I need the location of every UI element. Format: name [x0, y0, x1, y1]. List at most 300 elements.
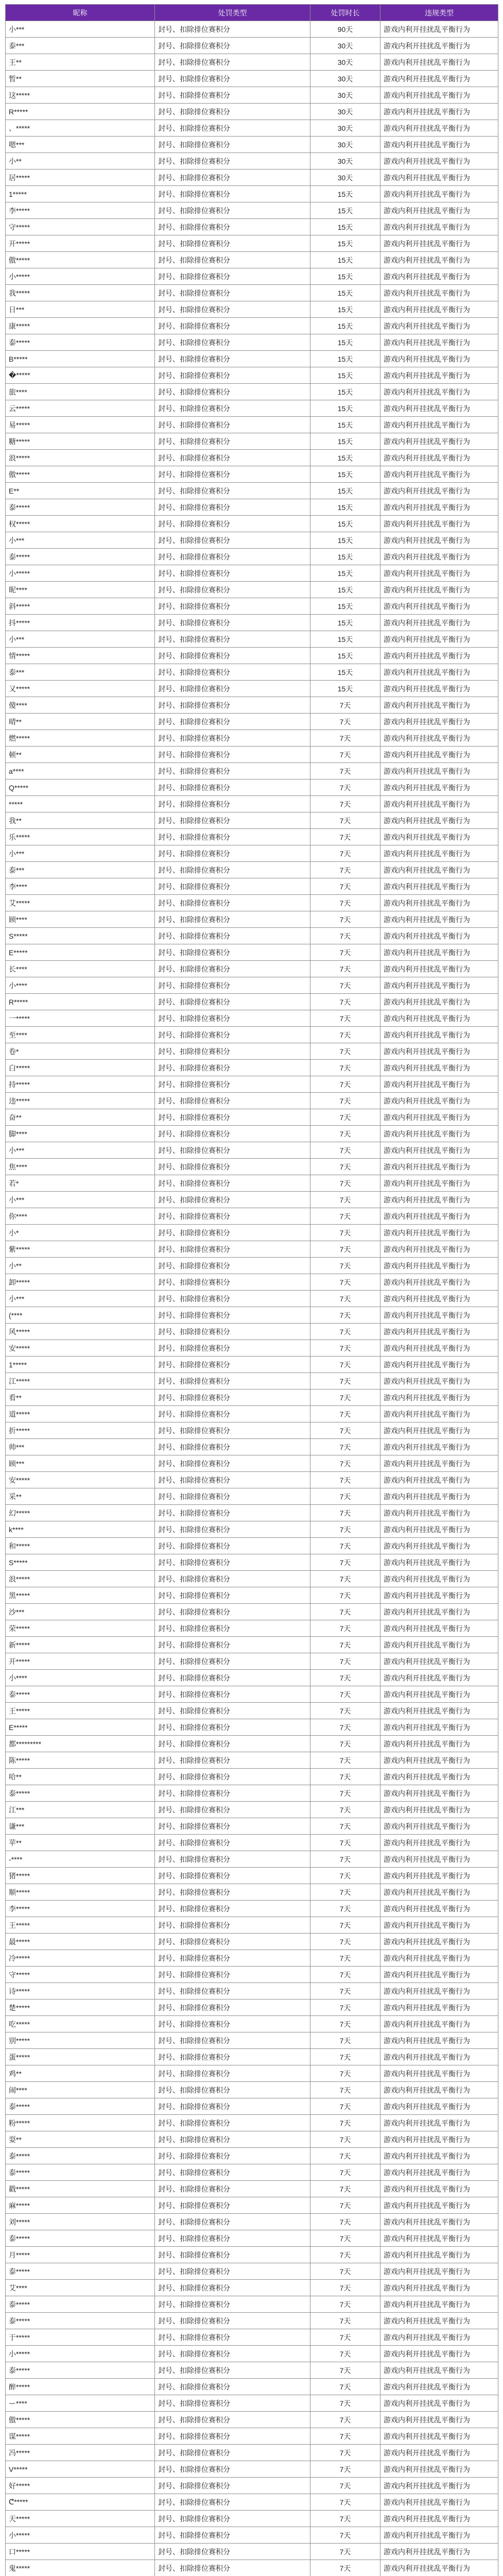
table-row [6, 714, 498, 730]
table-row [6, 1274, 498, 1291]
cell-nickname: 这***** [6, 87, 155, 104]
cell-nickname: 傲***** [6, 466, 155, 483]
cell-penalty-duration: 15天 [310, 384, 380, 400]
cell-penalty-duration: 15天 [310, 615, 380, 631]
cell-violation-type: 游戏内利开挂扰乱平衡行为 [380, 417, 498, 433]
table-row [6, 433, 498, 450]
cell-penalty-duration: 7天 [310, 1999, 380, 2016]
cell-violation-type: 游戏内利开挂扰乱平衡行为 [380, 2065, 498, 2082]
table-row [6, 812, 498, 829]
cell-nickname: 猪***** [6, 1868, 155, 1884]
cell-nickname: 小**** [6, 977, 155, 994]
table-row [6, 1884, 498, 1901]
table-row [6, 1406, 498, 1422]
cell-nickname: 小*** [6, 21, 155, 38]
cell-penalty-type: 封号、扣除排位赛积分 [155, 2032, 310, 2049]
cell-nickname: 风***** [6, 1324, 155, 1340]
cell-violation-type: 游戏内利开挂扰乱平衡行为 [380, 532, 498, 549]
cell-violation-type: 游戏内利开挂扰乱平衡行为 [380, 2115, 498, 2131]
cell-violation-type: 游戏内利开挂扰乱平衡行为 [380, 2148, 498, 2164]
cell-penalty-duration: 7天 [310, 1868, 380, 1884]
cell-penalty-type: 封号、扣除排位赛积分 [155, 1917, 310, 1934]
cell-nickname: 戳***** [6, 2181, 155, 2197]
cell-penalty-duration: 7天 [310, 1884, 380, 1901]
cell-penalty-type: 封号、扣除排位赛积分 [155, 2164, 310, 2181]
table-row [6, 1010, 498, 1027]
cell-penalty-duration: 7天 [310, 812, 380, 829]
cell-violation-type: 游戏内利开挂扰乱平衡行为 [380, 1274, 498, 1291]
cell-penalty-type: 封号、扣除排位赛积分 [155, 977, 310, 994]
cell-violation-type: 游戏内利开挂扰乱平衡行为 [380, 1901, 498, 1917]
cell-nickname: 泰***** [6, 2263, 155, 2280]
cell-penalty-type: 封号、扣除排位赛积分 [155, 1703, 310, 1719]
table-row [6, 895, 498, 911]
cell-nickname: 抖***** [6, 615, 155, 631]
cell-penalty-duration: 7天 [310, 697, 380, 714]
table-row [6, 202, 498, 219]
cell-penalty-type: 封号、扣除排位赛积分 [155, 2395, 310, 2412]
cell-penalty-type: 封号、扣除排位赛积分 [155, 1538, 310, 1554]
cell-penalty-type: 封号、扣除排位赛积分 [155, 2527, 310, 2544]
cell-penalty-type: 封号、扣除排位赛积分 [155, 2098, 310, 2115]
cell-penalty-type: 封号、扣除排位赛积分 [155, 1999, 310, 2016]
cell-nickname: 帅*** [6, 1439, 155, 1455]
cell-nickname: 李***** [6, 202, 155, 219]
cell-penalty-type: 封号、扣除排位赛积分 [155, 862, 310, 878]
cell-penalty-type: 封号、扣除排位赛积分 [155, 301, 310, 318]
cell-penalty-duration: 7天 [310, 1538, 380, 1554]
table-row [6, 2263, 498, 2280]
cell-nickname: 开***** [6, 235, 155, 252]
cell-penalty-type: 封号、扣除排位赛积分 [155, 1587, 310, 1604]
cell-penalty-type: 封号、扣除排位赛积分 [155, 1835, 310, 1851]
cell-violation-type: 游戏内利开挂扰乱平衡行为 [380, 318, 498, 334]
cell-penalty-type: 封号、扣除排位赛积分 [155, 895, 310, 911]
cell-penalty-duration: 7天 [310, 961, 380, 977]
table-row [6, 1901, 498, 1917]
cell-penalty-type: 封号、扣除排位赛积分 [155, 1406, 310, 1422]
table-header [6, 5, 498, 21]
cell-violation-type: 游戏内利开挂扰乱平衡行为 [380, 1093, 498, 1109]
cell-penalty-type: 封号、扣除排位赛积分 [155, 2115, 310, 2131]
cell-penalty-duration: 7天 [310, 1324, 380, 1340]
cell-penalty-type: 封号、扣除排位赛积分 [155, 170, 310, 186]
cell-penalty-type: 封号、扣除排位赛积分 [155, 2296, 310, 2313]
cell-nickname: -**** [6, 1851, 155, 1868]
table-row [6, 1422, 498, 1439]
cell-penalty-duration: 7天 [310, 2494, 380, 2511]
cell-penalty-duration: 15天 [310, 268, 380, 285]
cell-violation-type: 游戏内利开挂扰乱平衡行为 [380, 796, 498, 812]
cell-penalty-duration: 7天 [310, 2214, 380, 2230]
cell-penalty-type: 封号、扣除排位赛积分 [155, 318, 310, 334]
table-row [6, 104, 498, 120]
cell-penalty-type: 封号、扣除排位赛积分 [155, 186, 310, 202]
cell-penalty-type: 封号、扣除排位赛积分 [155, 1670, 310, 1686]
table-row [6, 1818, 498, 1835]
cell-violation-type: 游戏内利开挂扰乱平衡行为 [380, 137, 498, 153]
cell-violation-type: 游戏内利开挂扰乱平衡行为 [380, 730, 498, 747]
cell-penalty-duration: 7天 [310, 1901, 380, 1917]
cell-penalty-type: 封号、扣除排位赛积分 [155, 1983, 310, 1999]
table-row [6, 1587, 498, 1604]
cell-nickname: Q***** [6, 779, 155, 796]
cell-penalty-duration: 7天 [310, 1142, 380, 1159]
cell-violation-type: 游戏内利开挂扰乱平衡行为 [380, 2428, 498, 2445]
cell-penalty-type: 封号、扣除排位赛积分 [155, 1719, 310, 1736]
cell-penalty-type: 封号、扣除排位赛积分 [155, 2346, 310, 2362]
table-row [6, 1241, 498, 1258]
table-row [6, 1291, 498, 1307]
cell-penalty-type: 封号、扣除排位赛积分 [155, 1901, 310, 1917]
cell-violation-type: 游戏内利开挂扰乱平衡行为 [380, 1736, 498, 1752]
cell-penalty-type: 封号、扣除排位赛积分 [155, 1422, 310, 1439]
cell-penalty-duration: 7天 [310, 1604, 380, 1620]
cell-penalty-type: 封号、扣除排位赛积分 [155, 483, 310, 499]
cell-penalty-duration: 15天 [310, 367, 380, 384]
cell-nickname: �***** [6, 367, 155, 384]
table-row [6, 1835, 498, 1851]
cell-penalty-type: 封号、扣除排位赛积分 [155, 1488, 310, 1505]
cell-violation-type: 游戏内利开挂扰乱平衡行为 [380, 1389, 498, 1406]
cell-violation-type: 游戏内利开挂扰乱平衡行为 [380, 285, 498, 301]
cell-penalty-duration: 7天 [310, 1670, 380, 1686]
cell-violation-type: 游戏内利开挂扰乱平衡行为 [380, 961, 498, 977]
cell-violation-type: 游戏内利开挂扰乱平衡行为 [380, 170, 498, 186]
cell-penalty-duration: 15天 [310, 285, 380, 301]
cell-penalty-duration: 7天 [310, 2115, 380, 2131]
cell-violation-type: 游戏内利开挂扰乱平衡行为 [380, 977, 498, 994]
table-row [6, 2362, 498, 2379]
cell-penalty-duration: 7天 [310, 1934, 380, 1950]
table-row [6, 38, 498, 54]
cell-penalty-type: 封号、扣除排位赛积分 [155, 1934, 310, 1950]
cell-penalty-duration: 15天 [310, 516, 380, 532]
cell-penalty-type: 封号、扣除排位赛积分 [155, 1686, 310, 1703]
cell-nickname: 泰***** [6, 1686, 155, 1703]
table-row [6, 384, 498, 400]
table-row [6, 598, 498, 615]
cell-penalty-type: 封号、扣除排位赛积分 [155, 845, 310, 862]
table-row [6, 549, 498, 565]
cell-nickname: k**** [6, 1521, 155, 1538]
cell-violation-type: 游戏内利开挂扰乱平衡行为 [380, 71, 498, 87]
table-row [6, 367, 498, 384]
cell-nickname: 荣***** [6, 1620, 155, 1637]
cell-penalty-type: 封号、扣除排位赛积分 [155, 1554, 310, 1571]
cell-nickname: 违***** [6, 1093, 155, 1109]
cell-penalty-duration: 7天 [310, 2296, 380, 2313]
table-row [6, 54, 498, 71]
cell-violation-type: 游戏内利开挂扰乱平衡行为 [380, 2181, 498, 2197]
cell-penalty-duration: 15天 [310, 417, 380, 433]
cell-violation-type: 游戏内利开挂扰乱平衡行为 [380, 268, 498, 285]
cell-violation-type: 游戏内利开挂扰乱平衡行为 [380, 2230, 498, 2247]
cell-penalty-duration: 7天 [310, 1620, 380, 1637]
cell-nickname: 小*** [6, 631, 155, 648]
cell-violation-type: 游戏内利开挂扰乱平衡行为 [380, 1076, 498, 1093]
cell-penalty-duration: 7天 [310, 1126, 380, 1142]
cell-penalty-duration: 7天 [310, 2560, 380, 2576]
cell-penalty-duration: 7天 [310, 1455, 380, 1472]
table-row [6, 2379, 498, 2395]
cell-penalty-type: 封号、扣除排位赛积分 [155, 1604, 310, 1620]
table-row [6, 2544, 498, 2560]
cell-penalty-duration: 7天 [310, 1076, 380, 1093]
cell-penalty-type: 封号、扣除排位赛积分 [155, 730, 310, 747]
cell-penalty-duration: 7天 [310, 1258, 380, 1274]
cell-nickname: 江***** [6, 1373, 155, 1389]
cell-violation-type: 游戏内利开挂扰乱平衡行为 [380, 1175, 498, 1192]
cell-nickname: 泰***** [6, 549, 155, 565]
table-row [6, 994, 498, 1010]
table-row [6, 1538, 498, 1554]
cell-nickname: R***** [6, 104, 155, 120]
cell-nickname: 谦*** [6, 1818, 155, 1835]
cell-violation-type: 游戏内利开挂扰乱平衡行为 [380, 1324, 498, 1340]
cell-penalty-type: 封号、扣除排位赛积分 [155, 878, 310, 895]
table-row [6, 1439, 498, 1455]
cell-penalty-duration: 7天 [310, 796, 380, 812]
cell-penalty-type: 封号、扣除排位赛积分 [155, 532, 310, 549]
cell-violation-type: 游戏内利开挂扰乱平衡行为 [380, 384, 498, 400]
cell-nickname: 泰***** [6, 2164, 155, 2181]
cell-violation-type: 游戏内利开挂扰乱平衡行为 [380, 2032, 498, 2049]
cell-penalty-type: 封号、扣除排位赛积分 [155, 153, 310, 170]
cell-nickname: 最***** [6, 1934, 155, 1950]
cell-penalty-type: 封号、扣除排位赛积分 [155, 235, 310, 252]
cell-violation-type: 游戏内利开挂扰乱平衡行为 [380, 1439, 498, 1455]
table-row [6, 1917, 498, 1934]
cell-violation-type: 游戏内利开挂扰乱平衡行为 [380, 1027, 498, 1043]
cell-penalty-duration: 15天 [310, 499, 380, 516]
cell-penalty-duration: 7天 [310, 1060, 380, 1076]
cell-nickname: 小***** [6, 2346, 155, 2362]
table-row [6, 977, 498, 994]
cell-nickname: 奋** [6, 1109, 155, 1126]
cell-nickname: 我** [6, 812, 155, 829]
cell-violation-type: 游戏内利开挂扰乱平衡行为 [380, 1505, 498, 1521]
cell-nickname: 白***** [6, 1060, 155, 1076]
cell-nickname: 楚***** [6, 1999, 155, 2016]
cell-violation-type: 游戏内利开挂扰乱平衡行为 [380, 944, 498, 961]
cell-nickname: 醉***** [6, 2379, 155, 2395]
cell-penalty-duration: 7天 [310, 730, 380, 747]
cell-nickname: 口***** [6, 2544, 155, 2560]
cell-penalty-type: 封号、扣除排位赛积分 [155, 1455, 310, 1472]
cell-nickname: 若* [6, 1175, 155, 1192]
cell-nickname: 长**** [6, 961, 155, 977]
cell-penalty-type: 封号、扣除排位赛积分 [155, 565, 310, 582]
cell-nickname: 晴** [6, 714, 155, 730]
cell-penalty-duration: 7天 [310, 1406, 380, 1422]
cell-violation-type: 游戏内利开挂扰乱平衡行为 [380, 1291, 498, 1307]
cell-penalty-type: 封号、扣除排位赛积分 [155, 466, 310, 483]
cell-nickname: 泰***** [6, 2362, 155, 2379]
cell-violation-type: 游戏内利开挂扰乱平衡行为 [380, 1043, 498, 1060]
cell-violation-type: 游戏内利开挂扰乱平衡行为 [380, 54, 498, 71]
cell-violation-type: 游戏内利开挂扰乱平衡行为 [380, 1554, 498, 1571]
cell-nickname: 陈***** [6, 1752, 155, 1769]
cell-penalty-type: 封号、扣除排位赛积分 [155, 2280, 310, 2296]
cell-penalty-duration: 15天 [310, 483, 380, 499]
cell-violation-type: 游戏内利开挂扰乱平衡行为 [380, 301, 498, 318]
table-row [6, 2478, 498, 2494]
cell-penalty-duration: 7天 [310, 1192, 380, 1208]
cell-nickname: 泰*** [6, 664, 155, 681]
cell-nickname: 顾*** [6, 1455, 155, 1472]
cell-nickname: 泰***** [6, 2313, 155, 2329]
table-row [6, 2115, 498, 2131]
cell-penalty-type: 封号、扣除排位赛积分 [155, 71, 310, 87]
cell-penalty-type: 封号、扣除排位赛积分 [155, 1225, 310, 1241]
cell-nickname: 守***** [6, 219, 155, 235]
cell-violation-type: 游戏内利开挂扰乱平衡行为 [380, 928, 498, 944]
cell-violation-type: 游戏内利开挂扰乱平衡行为 [380, 697, 498, 714]
cell-penalty-type: 封号、扣除排位赛积分 [155, 1126, 310, 1142]
cell-nickname: 又***** [6, 681, 155, 697]
table-row [6, 318, 498, 334]
table-row [6, 862, 498, 878]
cell-penalty-duration: 7天 [310, 845, 380, 862]
cell-violation-type: 游戏内利开挂扰乱平衡行为 [380, 1703, 498, 1719]
cell-nickname: ー**** [6, 2395, 155, 2412]
table-row [6, 1455, 498, 1472]
cell-nickname: 麻***** [6, 2197, 155, 2214]
table-row [6, 2032, 498, 2049]
cell-nickname: 浪***** [6, 1571, 155, 1587]
table-row [6, 1307, 498, 1324]
cell-violation-type: 游戏内利开挂扰乱平衡行为 [380, 1719, 498, 1736]
table-row [6, 664, 498, 681]
table-row [6, 351, 498, 367]
cell-penalty-type: 封号、扣除排位赛积分 [155, 1010, 310, 1027]
cell-nickname: 小*** [6, 1192, 155, 1208]
cell-penalty-type: 封号、扣除排位赛积分 [155, 1769, 310, 1785]
table-body [6, 21, 498, 2576]
cell-penalty-type: 封号、扣除排位赛积分 [155, 911, 310, 928]
cell-nickname: 沙*** [6, 1604, 155, 1620]
cell-penalty-duration: 7天 [310, 2181, 380, 2197]
cell-violation-type: 游戏内利开挂扰乱平衡行为 [380, 1934, 498, 1950]
cell-violation-type: 游戏内利开挂扰乱平衡行为 [380, 714, 498, 730]
cell-penalty-type: 封号、扣除排位赛积分 [155, 1357, 310, 1373]
cell-nickname: 傲***** [6, 2412, 155, 2428]
cell-violation-type: 游戏内利开挂扰乱平衡行为 [380, 400, 498, 417]
cell-penalty-duration: 7天 [310, 2511, 380, 2527]
cell-penalty-duration: 15天 [310, 549, 380, 565]
cell-violation-type: 游戏内利开挂扰乱平衡行为 [380, 1126, 498, 1142]
cell-violation-type: 游戏内利开挂扰乱平衡行为 [380, 1060, 498, 1076]
cell-penalty-type: 封号、扣除排位赛积分 [155, 2214, 310, 2230]
cell-penalty-type: 封号、扣除排位赛积分 [155, 1637, 310, 1653]
table-row [6, 829, 498, 845]
cell-penalty-type: 封号、扣除排位赛积分 [155, 1521, 310, 1538]
cell-penalty-type: 封号、扣除排位赛积分 [155, 252, 310, 268]
cell-violation-type: 游戏内利开挂扰乱平衡行为 [380, 1142, 498, 1159]
table-row [6, 2527, 498, 2544]
cell-penalty-duration: 15天 [310, 252, 380, 268]
cell-penalty-duration: 7天 [310, 1703, 380, 1719]
cell-violation-type: 游戏内利开挂扰乱平衡行为 [380, 911, 498, 928]
cell-penalty-type: 封号、扣除排位赛积分 [155, 1884, 310, 1901]
table-row [6, 1571, 498, 1587]
table-row [6, 1653, 498, 1670]
cell-penalty-type: 封号、扣除排位赛积分 [155, 1043, 310, 1060]
cell-nickname: 燃***** [6, 730, 155, 747]
cell-violation-type: 游戏内利开挂扰乱平衡行为 [380, 1884, 498, 1901]
cell-penalty-type: 封号、扣除排位赛积分 [155, 1175, 310, 1192]
cell-penalty-duration: 7天 [310, 2527, 380, 2544]
cell-penalty-duration: 7天 [310, 1389, 380, 1406]
table-row [6, 2016, 498, 2032]
table-row [6, 1752, 498, 1769]
cell-penalty-type: 封号、扣除排位赛积分 [155, 2313, 310, 2329]
cell-penalty-type: 封号、扣除排位赛积分 [155, 1258, 310, 1274]
cell-penalty-duration: 7天 [310, 928, 380, 944]
cell-penalty-type: 封号、扣除排位赛积分 [155, 516, 310, 532]
cell-nickname: 至**** [6, 1027, 155, 1043]
table-row [6, 1060, 498, 1076]
cell-penalty-type: 封号、扣除排位赛积分 [155, 433, 310, 450]
cell-penalty-type: 封号、扣除排位赛积分 [155, 1076, 310, 1093]
cell-nickname: 泰***** [6, 2098, 155, 2115]
cell-nickname: 暂** [6, 71, 155, 87]
cell-penalty-duration: 7天 [310, 2197, 380, 2214]
cell-nickname: 刘***** [6, 2214, 155, 2230]
cell-penalty-type: 封号、扣除排位赛积分 [155, 21, 310, 38]
table-row [6, 1769, 498, 1785]
table-row [6, 2164, 498, 2181]
cell-penalty-duration: 30天 [310, 54, 380, 71]
cell-violation-type: 游戏内利开挂扰乱平衡行为 [380, 450, 498, 466]
cell-nickname: 李***** [6, 1901, 155, 1917]
cell-violation-type: 游戏内利开挂扰乱平衡行为 [380, 1488, 498, 1505]
cell-violation-type: 游戏内利开挂扰乱平衡行为 [380, 1340, 498, 1357]
cell-nickname: a**** [6, 763, 155, 779]
cell-penalty-duration: 7天 [310, 2049, 380, 2065]
cell-nickname: 守***** [6, 1967, 155, 1983]
table-row [6, 1340, 498, 1357]
column-header-penalty-duration: 处罚时长 [310, 5, 380, 21]
cell-penalty-type: 封号、扣除排位赛积分 [155, 2230, 310, 2247]
cell-penalty-type: 封号、扣除排位赛积分 [155, 2412, 310, 2428]
cell-penalty-duration: 7天 [310, 1571, 380, 1587]
cell-violation-type: 游戏内利开挂扰乱平衡行为 [380, 2461, 498, 2478]
cell-nickname: 小** [6, 1258, 155, 1274]
cell-penalty-type: 封号、扣除排位赛积分 [155, 598, 310, 615]
column-header-nickname: 昵称 [6, 5, 155, 21]
cell-violation-type: 游戏内利开挂扰乱平衡行为 [380, 2098, 498, 2115]
cell-penalty-duration: 7天 [310, 2362, 380, 2379]
cell-penalty-type: 封号、扣除排位赛积分 [155, 1159, 310, 1175]
cell-nickname: 斜***** [6, 598, 155, 615]
cell-penalty-duration: 90天 [310, 21, 380, 38]
column-header-penalty-type: 处罚类型 [155, 5, 310, 21]
table-row [6, 186, 498, 202]
table-row [6, 400, 498, 417]
cell-nickname: 我***** [6, 285, 155, 301]
cell-nickname: 黑***** [6, 1587, 155, 1604]
cell-nickname: 泰***** [6, 334, 155, 351]
cell-nickname: 诗***** [6, 1983, 155, 1999]
cell-violation-type: 游戏内利开挂扰乱平衡行为 [380, 1538, 498, 1554]
cell-violation-type: 游戏内利开挂扰乱平衡行为 [380, 1620, 498, 1637]
cell-penalty-duration: 7天 [310, 1917, 380, 1934]
cell-violation-type: 游戏内利开挂扰乱平衡行为 [380, 2131, 498, 2148]
table-row [6, 2148, 498, 2164]
table-row [6, 845, 498, 862]
